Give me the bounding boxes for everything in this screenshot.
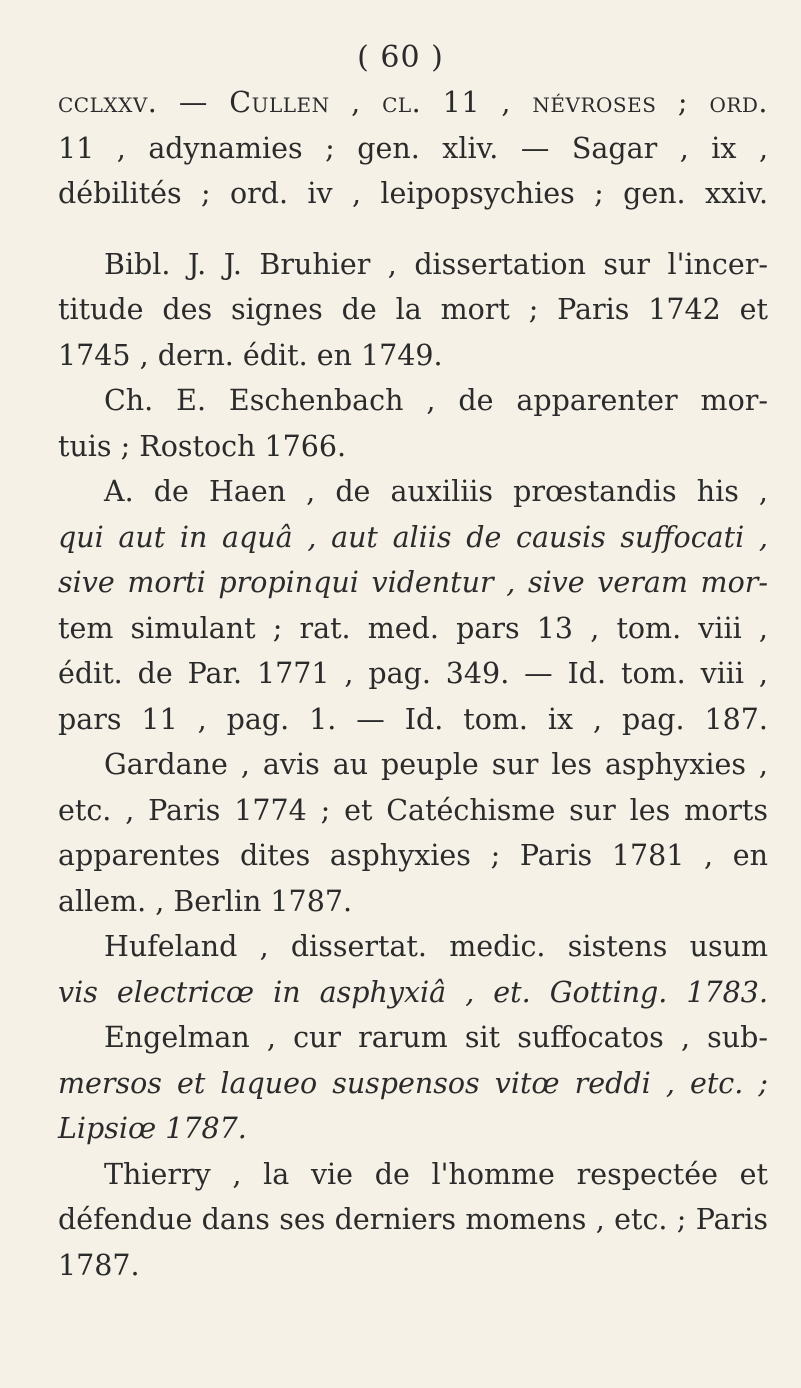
body-text (58, 80, 768, 1288)
text-line: Gardane , avis au peuple sur les asphyxies , (104, 748, 768, 781)
text-line: allem. , Berlin 1787. (58, 884, 353, 918)
text-line: 1787. (58, 1248, 140, 1282)
text-line: sive morti propinqui videntur , sive veram mor- (58, 566, 768, 599)
text-line: édit. de Par. 1771 , pag. 349. — Id. tom. viii , (58, 657, 768, 690)
text-line: Hufeland , dissertat. medic. sistens usum (104, 930, 768, 963)
text-line: pars 11 , pag. 1. — Id. tom. ix , pag. 187. (58, 702, 768, 736)
text-line: Engelman , cur rarum sit suffocatos , sub- (104, 1021, 768, 1054)
page-number: ( 60 ) (357, 40, 444, 75)
text-line: qui aut in aquâ , aut aliis de causis suffocati , (58, 520, 768, 554)
text-line: tuis ; Rostoch 1766. (58, 429, 347, 463)
text-line: cclxxv. — Cullen , cl. 11 , névroses ; ord. (58, 86, 768, 119)
text-line: tem simulant ; rat. med. pars 13 , tom. viii , (58, 611, 768, 645)
text-line: A. de Haen , de auxiliis prœstandis his , (104, 475, 768, 508)
text-line: vis electricœ in asphyxiâ , et. Gotting. 1783. (58, 975, 768, 1009)
text-line: Lipsiœ 1787. (58, 1112, 247, 1145)
text-line: Bibl. J. J. Bruhier , dissertation sur l'incer- (104, 247, 768, 281)
text-line: débilités ; ord. iv , leipopsychies ; gen. xxiv. (58, 177, 768, 210)
text-line: titude des signes de la mort ; Paris 1742 et (58, 293, 768, 326)
paragraph-gap (58, 217, 768, 242)
text-line: etc. , Paris 1774 ; et Catéchisme sur les morts (58, 793, 768, 827)
text-line: Ch. E. Eschenbach , de apparenter mor- (104, 384, 768, 417)
text-line: 11 , adynamies ; gen. xliv. — Sagar , ix , (58, 131, 768, 165)
text-line: apparentes dites asphyxies ; Paris 1781 , en (58, 839, 768, 872)
text-line: 1745 , dern. édit. en 1749. (58, 338, 443, 372)
text-line: Thierry , la vie de l'homme respectée et (104, 1157, 768, 1191)
text-line: défendue dans ses derniers momens , etc. ; Paris (58, 1203, 768, 1236)
text-line: mersos et laqueo suspensos vitœ reddi , etc. ; (58, 1066, 768, 1100)
